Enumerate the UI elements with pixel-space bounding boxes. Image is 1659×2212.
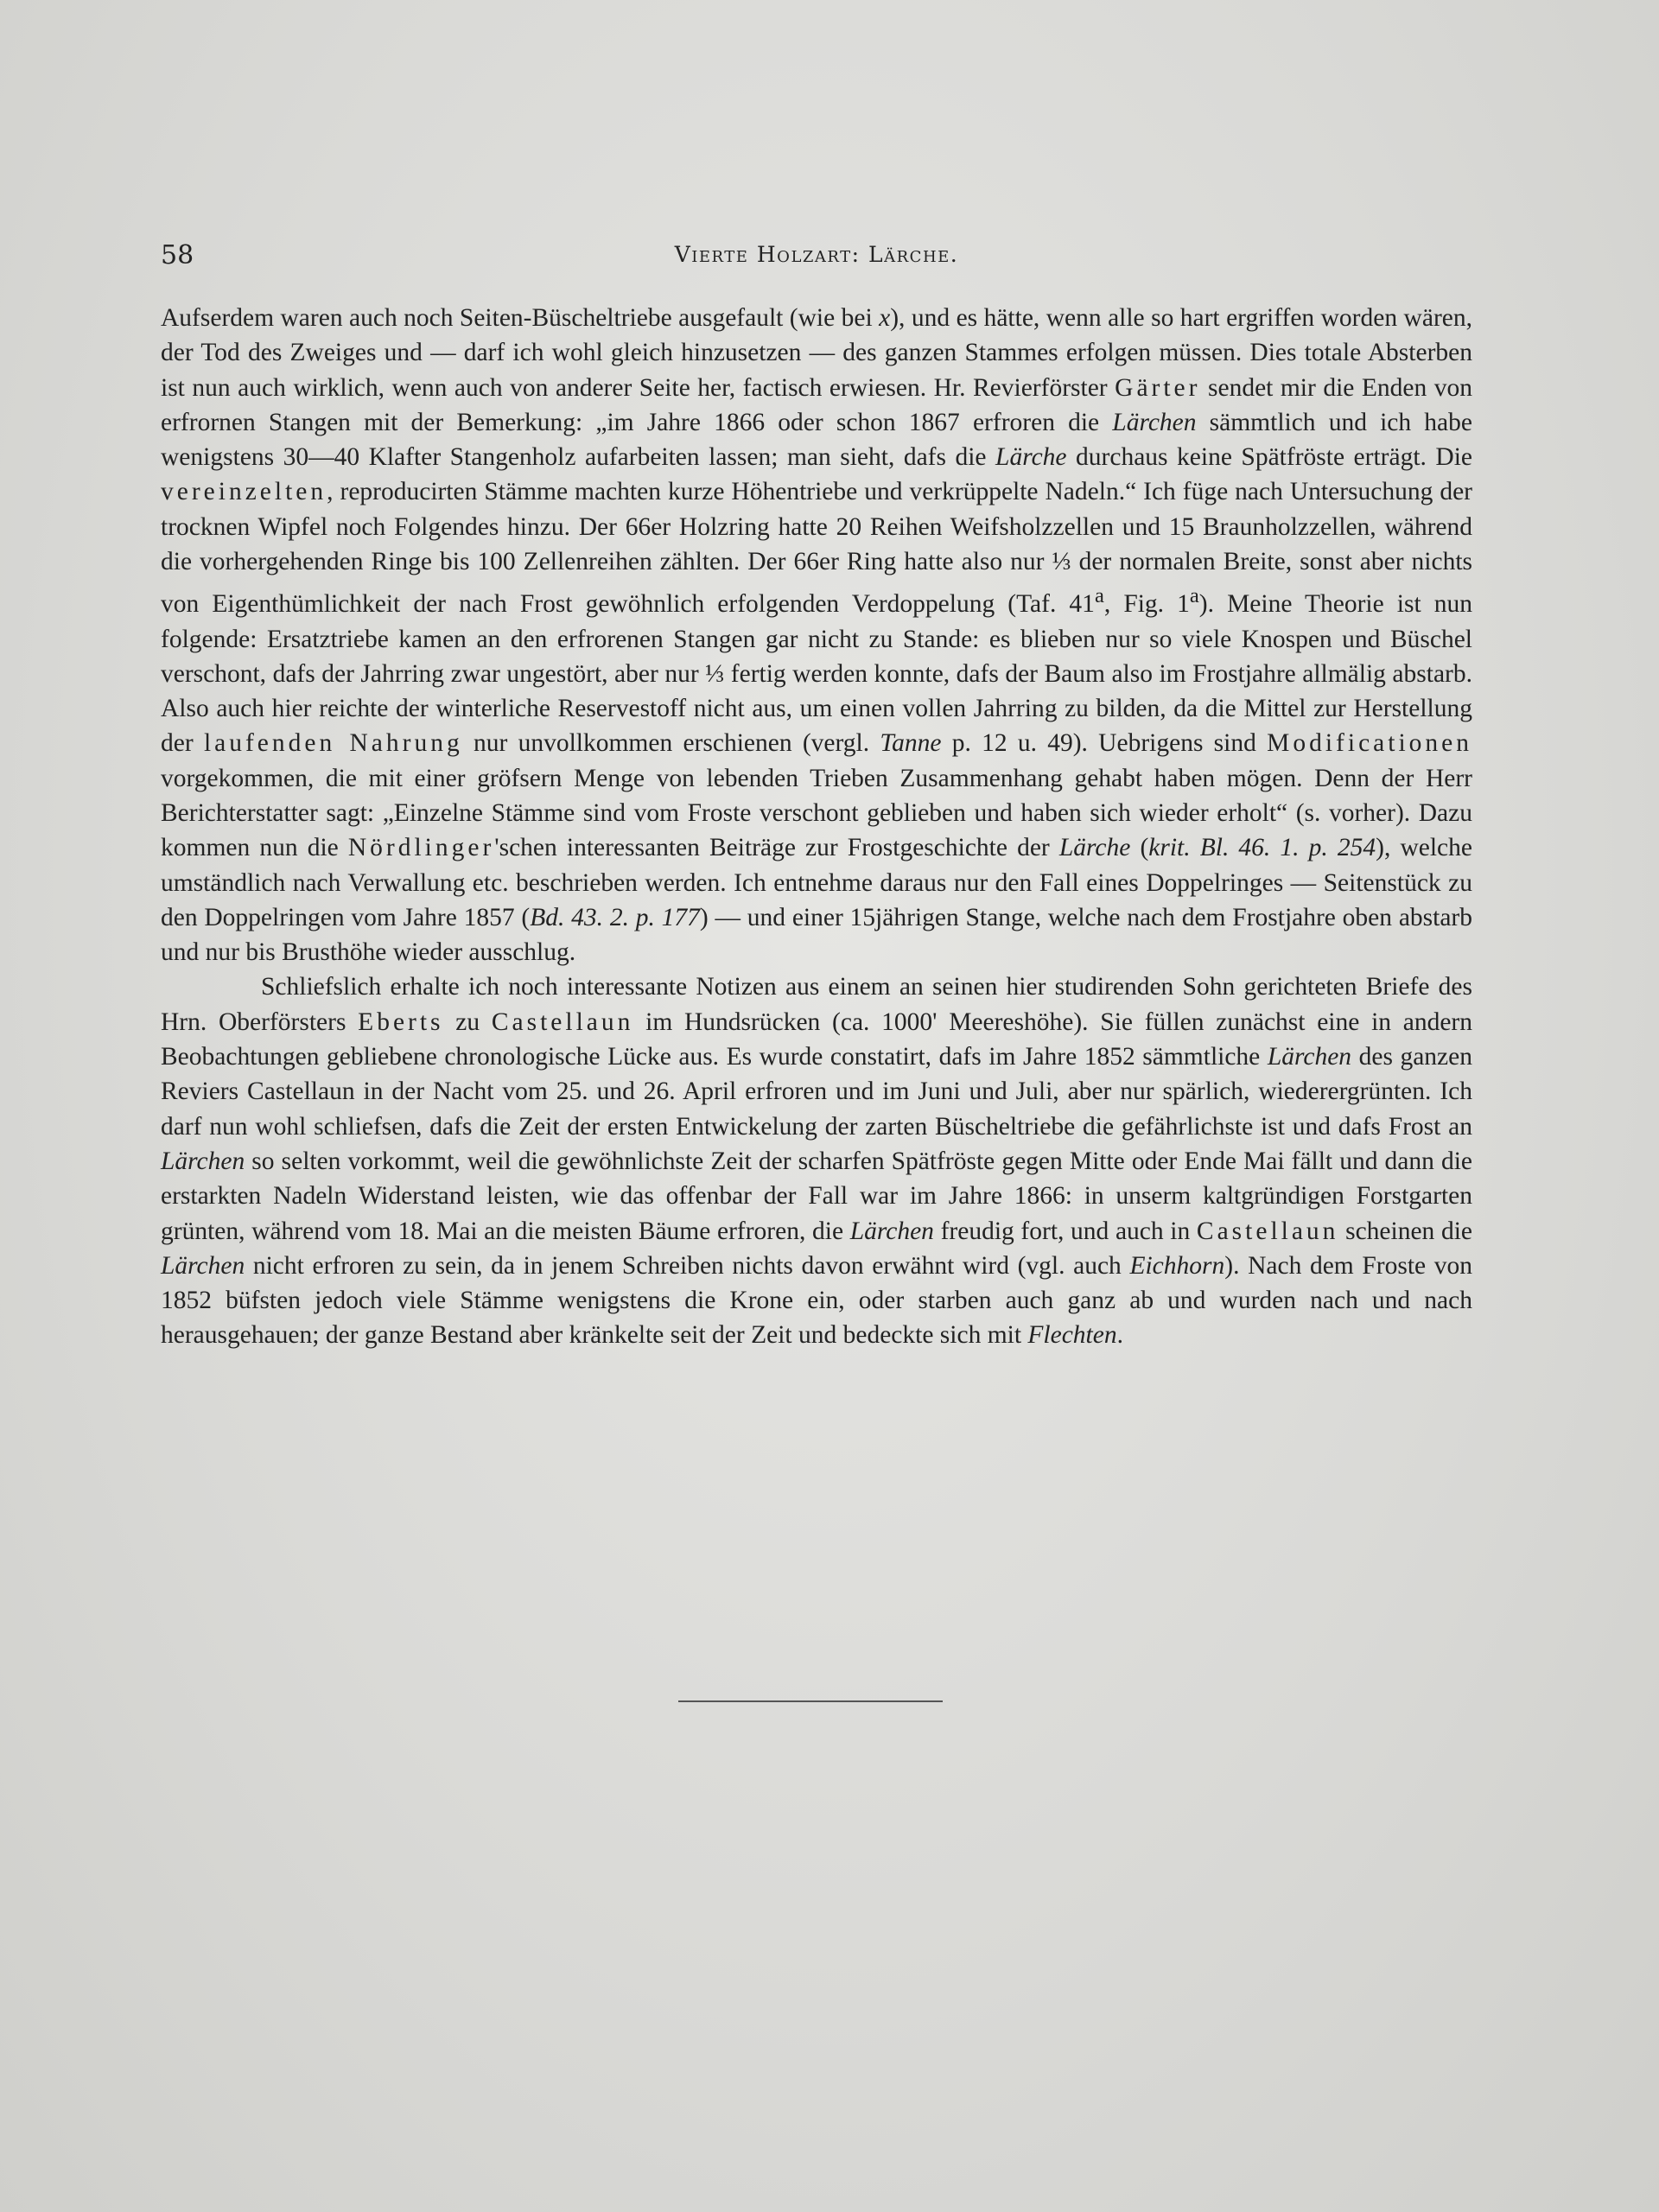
page-header xyxy=(161,240,1472,278)
text-segment: Eichhorn xyxy=(1129,1251,1225,1280)
text-segment: , reproducirten Stämme machten kurze Höhentriebe und verkrüppelte Nadeln.“ Ich füge nach Untersuchung der trocknen Wipfel noch Folgendes hinzu. Der 66er Holzring hatte 20 Reihen Weifsholzzellen und 15 Braunholzzellen, während die vorhergehenden Ringe bis 100 Zellenreihen zählten. Der 66er Ring hatte also nur ⅓ der normalen Breite, sonst aber nichts von Eigenthümlichkeit der nach Frost gewöhnlich erfolgenden Verdoppelung (Taf. 41 xyxy=(161,478,1472,619)
page-number: 58 xyxy=(161,240,194,270)
paragraph xyxy=(161,301,1472,969)
text-segment: nur unvollkommen erschienen (vergl. xyxy=(462,729,880,758)
text-segment: Flechten xyxy=(1027,1321,1117,1350)
text-segment: durchaus keine Spätfröste erträgt. Die xyxy=(1066,443,1472,472)
text-segment: freudig fort, und auch in xyxy=(933,1217,1197,1245)
text-segment: sämmtlich und ich habe wenigstens 30—40 Klafter Stangenholz aufarbeiten lassen; man sieht, dafs die xyxy=(161,408,1472,472)
text-segment: , Fig. 1 xyxy=(1103,590,1190,619)
text-segment: Lärchen xyxy=(161,1147,245,1175)
text-segment: Modificationen xyxy=(1267,729,1472,758)
text-segment: p. 12 u. 49). Uebrigens sind xyxy=(941,729,1268,758)
text-segment: krit. Bl. 46. 1. p. 254 xyxy=(1148,834,1376,862)
text-segment: so selten vorkommt, weil die gewöhnlichste Zeit der scharfen Spätfröste gegen Mitte oder Ende Mai fällt und dann die erstarkten Nadeln Widerstand leisten, wie das offenbar der Fall war im Jahre 1866: in unserm kaltgründigen Forstgarten grünten, während vom 18. Mai an die meisten Bäume erfroren, die xyxy=(161,1147,1472,1245)
text-segment: a xyxy=(1189,584,1199,608)
text-segment: Castellaun xyxy=(491,1007,634,1036)
text-segment: vereinzelten xyxy=(161,478,327,506)
text-segment: 'schen interessanten Beiträge zur Frostgeschichte der xyxy=(494,834,1059,862)
text-segment: Nördlinger xyxy=(347,834,495,862)
running-title: Vierte Holzart: Lärche. xyxy=(674,242,959,267)
text-segment: Castellaun xyxy=(1196,1217,1339,1245)
text-segment: Lärchen xyxy=(1267,1043,1352,1071)
text-segment: Tanne xyxy=(880,729,942,758)
section-divider xyxy=(678,1700,943,1702)
text-segment: Aufserdem waren auch noch Seiten-Büscheltriebe ausgefault (wie bei xyxy=(161,304,880,332)
text-segment: des ganzen Reviers Castellaun in der Nacht vom 25. und 26. April erfroren und im Juni und Juli, aber nur spärlich, wiederergrünten. Ich darf nun wohl schliefsen, dafs die Zeit der ersten Entwickelung der zarten Büscheltriebe die gefährlichste ist und dafs Frost an xyxy=(161,1043,1472,1141)
text-segment: ). Meine Theorie ist nun folgende: Ersatztriebe kamen an den erfrorenen Stangen gar nicht zu Stande: es blieben nur so viele Knospen und Büschel verschont, dafs der Jahrring zwar ungestört, aber nur ⅓ fertig werden konnte, dafs der Baum also im Frostjahre allmälig abstarb. Also auch hier reichte der winterliche Reservestoff nicht aus, um einen vollen Jahrring zu bilden, da die Mittel zur Herstellung der xyxy=(161,590,1472,758)
text-segment: zu xyxy=(443,1007,492,1036)
text-segment: ), welche umständlich nach Verwallung etc. beschrieben werden. Ich entnehme daraus nur den Fall eines Doppelringes — Seitenstück zu den Doppelringen vom Jahre 1857 ( xyxy=(161,834,1472,931)
text-segment: ). Nach dem Froste von 1852 büfsten jedoch viele Stämme wenigstens die Krone ein, oder starben auch ganz ab und wurden nach und nach herausgehauen; der ganze Bestand aber kränkelte seit der Zeit und bedeckte sich mit xyxy=(161,1251,1472,1350)
text-segment: vorgekommen, die mit einer gröfsern Menge von lebenden Trieben Zusammenhang gehabt haben mögen. Denn der Herr Berichterstatter sagt: „Einzelne Stämme sind vom Froste verschont geblieben und haben sich wieder erholt“ (s. vorher). Dazu kommen nun die xyxy=(161,764,1472,862)
paragraph xyxy=(161,969,1472,1352)
text-segment: Lärchen xyxy=(161,1251,245,1280)
text-segment: ), und es hätte, wenn alle so hart ergriffen worden wären, der Tod des Zweiges und — darf ich wohl gleich hinzusetzen — des ganzen Stammes erfolgen müssen. Dies totale Absterben ist nun auch wirklich, wenn auch von anderer Seite her, factisch erwiesen. Hr. Revierförster xyxy=(161,304,1472,402)
text-segment: Bd. 43. 2. p. 177 xyxy=(530,903,700,931)
text-segment: im Hundsrücken (ca. 1000' Meereshöhe). Sie füllen zunächst eine in andern Beobachtungen gebliebene chronologische Lücke aus. Es wurde constatirt, dafs im Jahre 1852 sämmtliche xyxy=(161,1007,1473,1071)
text-segment: Lärchen xyxy=(1112,408,1197,436)
text-segment: ( xyxy=(1130,834,1149,862)
text-segment: Lärche xyxy=(1058,834,1131,862)
text-segment: Gärter xyxy=(1115,373,1201,402)
text-segment: a xyxy=(1094,584,1104,608)
text-segment: Schliefslich erhalte ich noch interessante Notizen aus einem an seinen hier studirenden Sohn gerichteten Briefe des Hrn. Oberförsters xyxy=(161,973,1472,1036)
body-text xyxy=(161,301,1472,1353)
text-segment: ) — und einer 15jährigen Stange, welche nach dem Frostjahre oben abstarb und nur bis Brusthöhe wieder ausschlug. xyxy=(161,903,1473,967)
text-segment: . xyxy=(1116,1321,1123,1350)
text-segment: nicht erfroren zu sein, da in jenem Schreiben nichts davon erwähnt wird (vgl. auch xyxy=(245,1251,1130,1280)
text-segment: laufenden Nahrung xyxy=(203,729,463,758)
text-segment: x xyxy=(879,304,891,332)
text-segment: Lärche xyxy=(995,443,1067,472)
text-segment: Lärchen xyxy=(849,1217,934,1245)
text-segment: scheinen die xyxy=(1338,1217,1472,1245)
text-segment: sendet mir die Enden von erfrornen Stangen mit der Bemerkung: „im Jahre 1866 oder schon 1867 erfroren die xyxy=(161,373,1472,436)
text-segment: Eberts xyxy=(358,1007,444,1036)
